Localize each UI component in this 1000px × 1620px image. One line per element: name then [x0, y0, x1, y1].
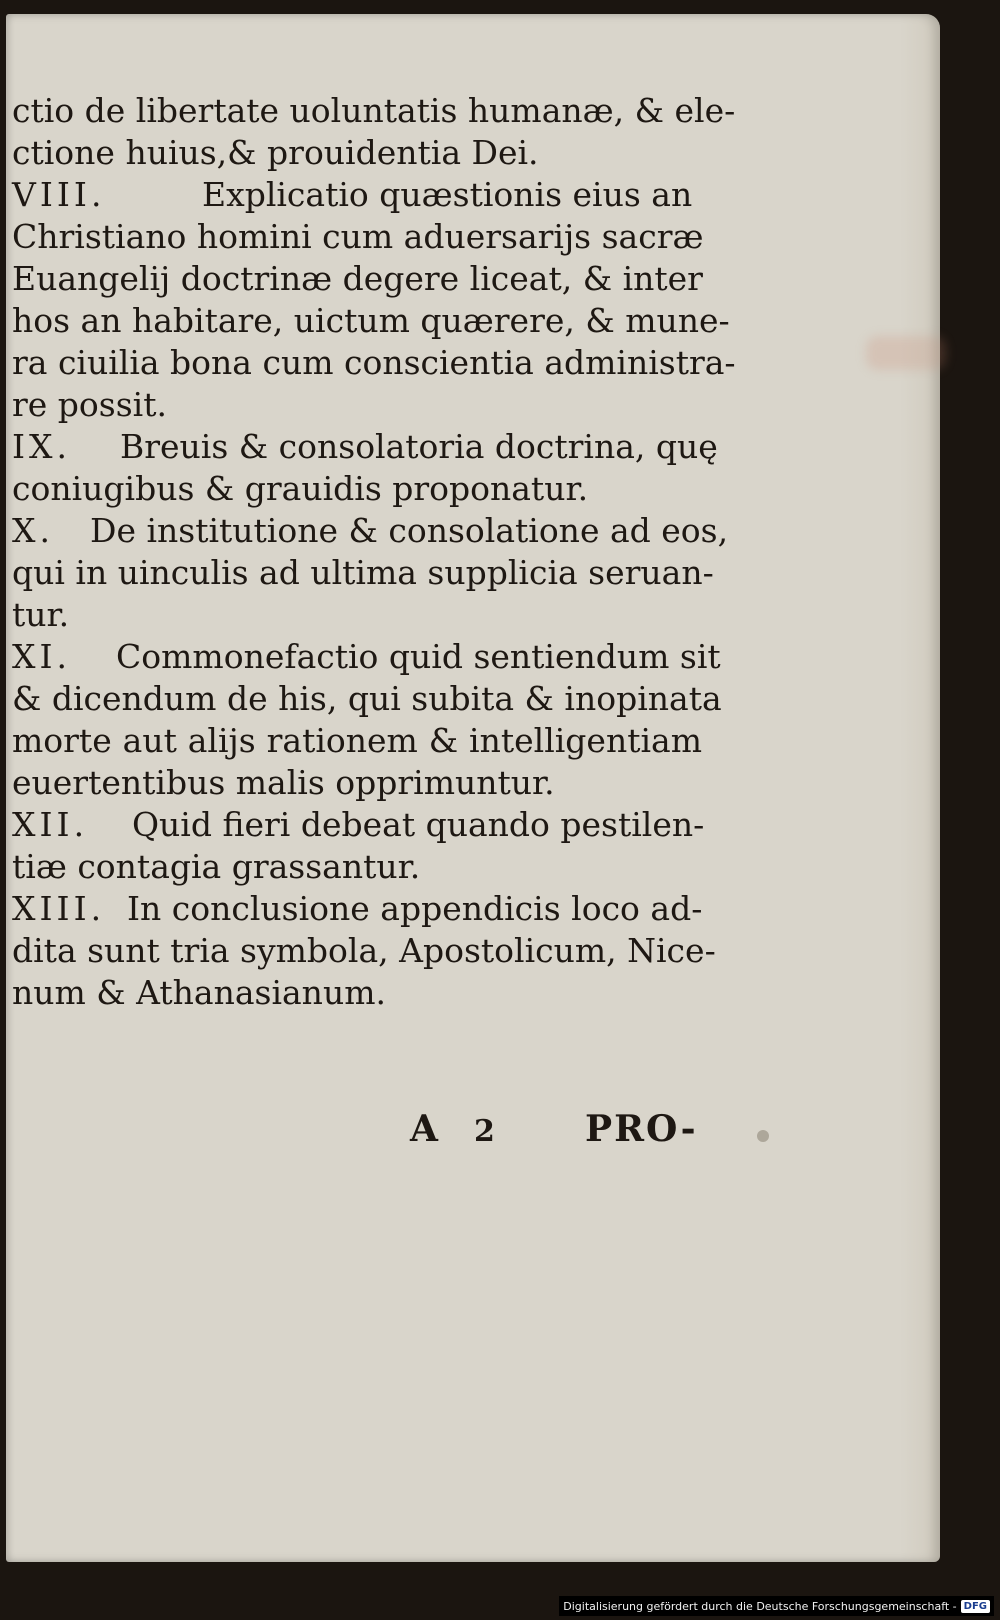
item-number: XII.: [12, 805, 89, 844]
text-line: tur.: [12, 595, 70, 634]
text-line: Christiano homini cum aduersarijs sacræ: [12, 217, 704, 256]
item-text: De institutione & consolatione ad eos,: [90, 511, 729, 550]
list-item-10: [12, 510, 729, 552]
ink-spot: [757, 1130, 769, 1142]
digitization-footer: [559, 1596, 994, 1616]
item-text: In conclusione appendicis loco ad-: [127, 889, 703, 928]
text-line: re possit.: [12, 385, 167, 424]
bleed-through-text: [126, 1114, 820, 1158]
item-number: XIII.: [12, 889, 106, 928]
footer-text: Digitalisierung gefördert durch die Deutsche Forschungsgemeinschaft -: [563, 1599, 957, 1613]
text-line: tiæ contagia grassantur.: [12, 847, 421, 886]
item-number: IX.: [12, 427, 72, 466]
list-item-9: [12, 426, 718, 468]
text-line: ra ciuilia bona cum conscientia administra-: [12, 343, 736, 382]
text-line: & dicendum de his, qui subita & inopinata: [12, 679, 722, 718]
text-line: ctio de libertate uoluntatis humanæ, & ele-: [12, 91, 736, 130]
dfg-logo: DFG: [961, 1600, 990, 1613]
paper-stain: [866, 336, 946, 370]
text-line: coniugibus & grauidis proponatur.: [12, 469, 589, 508]
text-line: hos an habitare, uictum quærere, & mune-: [12, 301, 730, 340]
item-number: XI.: [12, 637, 72, 676]
bleed-through-text: [126, 1202, 820, 1246]
text-line: dita sunt tria symbola, Apostolicum, Nice-: [12, 931, 716, 970]
text-line: Euangelij doctrinæ degere liceat, & inter: [12, 259, 703, 298]
item-text: Breuis & consolatoria doctrina, quę: [120, 427, 718, 466]
text-line: num & Athanasianum.: [12, 973, 386, 1012]
text-line: qui in uinculis ad ultima supplicia seruan-: [12, 553, 714, 592]
list-item-12: [12, 804, 705, 846]
list-item-8: [12, 174, 702, 216]
bleed-through-text: [126, 1246, 820, 1290]
item-text: Explicatio quæstionis eius an: [202, 175, 693, 214]
bleed-through-text: [126, 1158, 820, 1202]
item-number: VIII.: [12, 175, 106, 214]
text-line: morte aut alijs rationem & intelligentiam: [12, 721, 702, 760]
signature-number: 2: [474, 1114, 495, 1149]
text-line: ctione huius,& prouidentia Dei.: [12, 133, 539, 172]
text-line: euertentibus malis opprimuntur.: [12, 763, 555, 802]
list-item-13: [12, 888, 702, 930]
item-number: X.: [12, 511, 54, 550]
item-text: Quid fieri debeat quando pestilen-: [132, 805, 705, 844]
page-text: [12, 90, 736, 1014]
list-item-11: [12, 636, 721, 678]
signature-letter: A: [410, 1108, 438, 1150]
catchword: PRO-: [585, 1108, 698, 1150]
item-text: Commonefactio quid sentiendum sit: [116, 637, 721, 676]
